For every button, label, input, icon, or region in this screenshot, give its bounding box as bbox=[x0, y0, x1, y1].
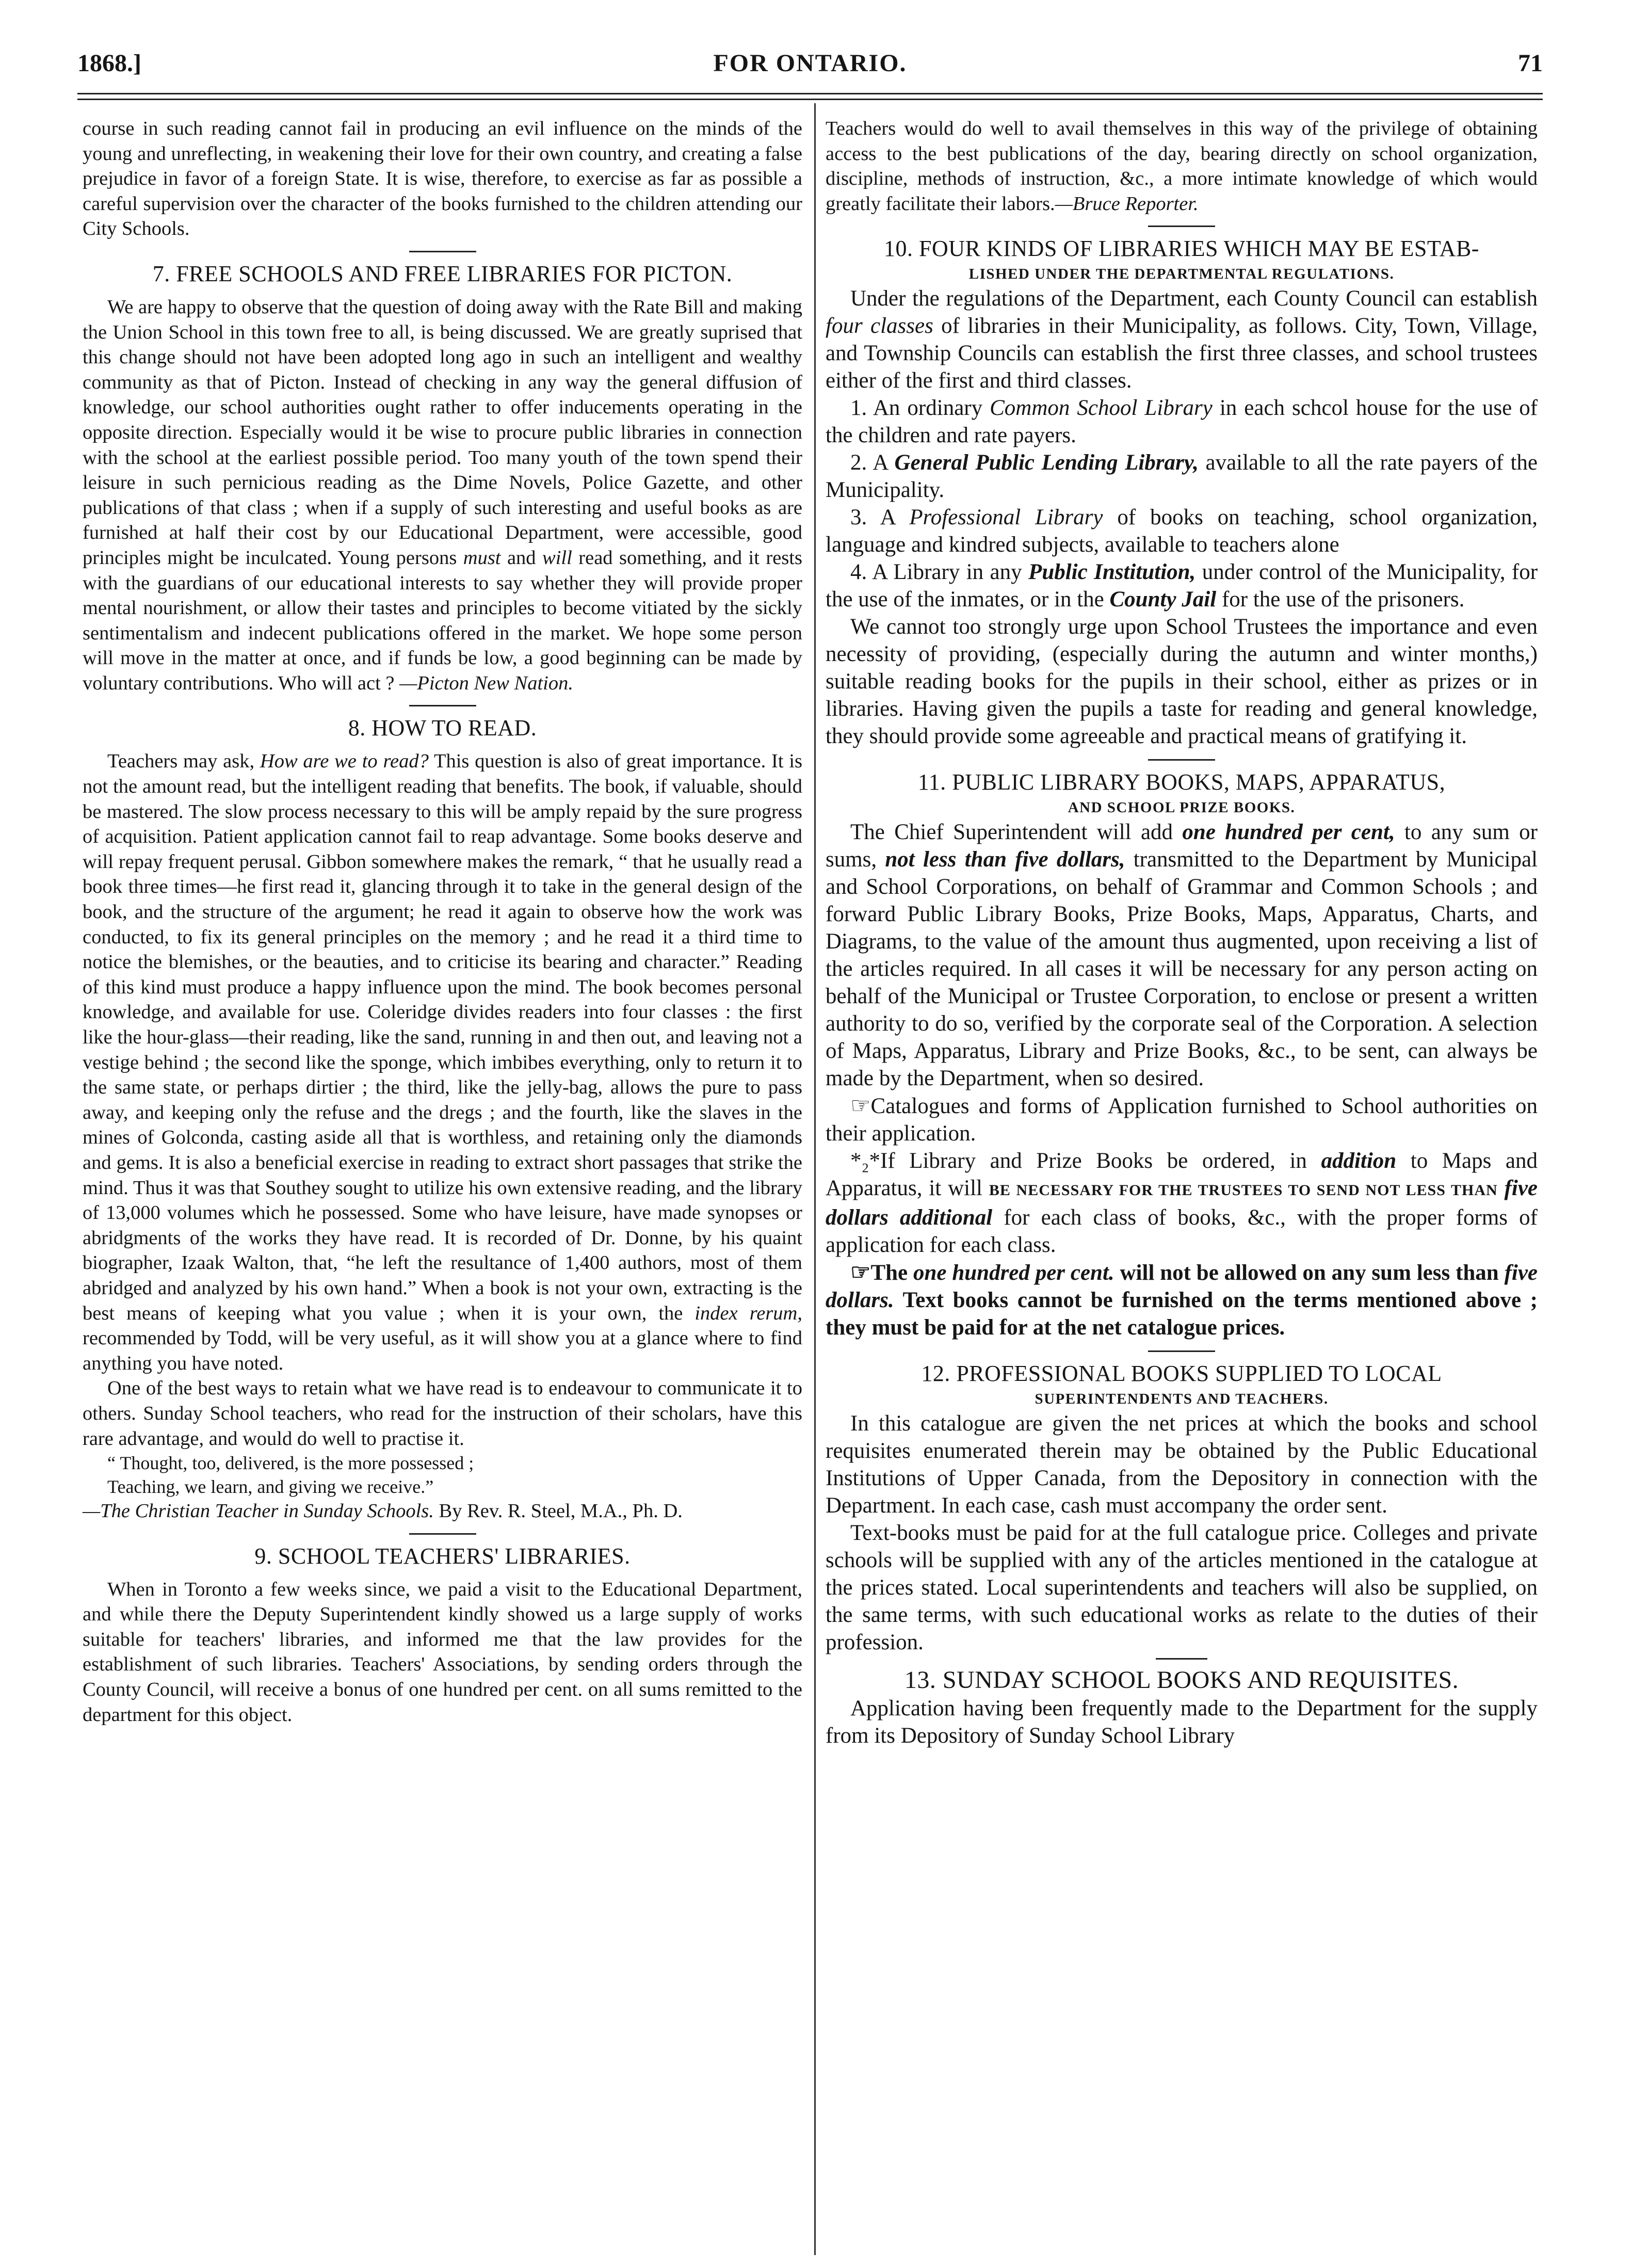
section-divider bbox=[1156, 1658, 1207, 1660]
paragraph-prize-books: *₂*If Library and Prize Books be ordered, in addition to Maps and Apparatus, it will BE NECESSARY FOR THE TRUSTEES TO SEND NOT LESS THAN five dollars additional for each class of books, &c., with the proper forms of application for each class. bbox=[826, 1149, 1538, 1258]
section-divider bbox=[409, 1533, 476, 1535]
list-item-2: 2. A General Public Lending Library, available to all the rate payers of the Municipality. bbox=[826, 451, 1538, 503]
header-rule-top bbox=[77, 93, 1543, 94]
paragraph-library-books: The Chief Superintendent will add one hundred per cent, to any sum or sums, not less than five dollars, transmitted to the Department by Municipal and School Corporations, on behalf of Grammar and Common Schools ; and forward Public Library Books, Prize Books, Maps, Apparatus, Charts, and Diagrams, to the value of the amount thus augmented, upon receiving a list of the articles required. In all cases it will be necessary for any person acting on behalf of the Municipal or Trustee Corporation, to enclose or present a written authority to do so, verified by the corporate seal of the Corporation. A selection of Maps, Apparatus, Library and Prize Books, &c., to be sent, can always be made by the Department, when so desired. bbox=[826, 820, 1538, 1091]
header-year: 1868.] bbox=[77, 50, 141, 77]
paragraph-sunday-school: Application having been frequently made to the Department for the supply from its Depository of Sunday School Library bbox=[826, 1696, 1538, 1748]
asterism-icon: *₂* bbox=[850, 1149, 880, 1173]
paragraph-catalogue-prices: In this catalogue are given the net prices at which the books and school requisites enumerated therein may be obtained by the Public Educational Institutions of Upper Canada, from the Depository in connection with the Department. In each case, cash must accompany the order sent. bbox=[826, 1411, 1538, 1518]
heading-section-7: 7. FREE SCHOOLS AND FREE LIBRARIES FOR PICTON. bbox=[152, 261, 733, 286]
header-title: FOR ONTARIO. bbox=[713, 50, 907, 77]
heading-section-13: 13. SUNDAY SCHOOL BOOKS AND REQUISITES. bbox=[904, 1666, 1459, 1694]
section-divider bbox=[1148, 1350, 1215, 1352]
paragraph-continued: course in such reading cannot fail in producing an evil influence on the minds of the young and unreflecting, in weakening their love for their own country, and creating a false prejudice in favor of a foreign State. It is wise, therefore, to exercise as far as possible a careful supervision over the character of the books furnished to the children attending our City Schools. bbox=[83, 118, 802, 240]
section-divider bbox=[409, 705, 476, 706]
paragraph-retain: One of the best ways to retain what we have read is to endeavour to communicate it to others. Sunday School teachers, who read for the instruction of their scholars, have this rare advantage, and would do well to practise it. bbox=[83, 1377, 802, 1450]
paragraph-catalogues: ☞Catalogues and forms of Application furnished to School authorities on their application. bbox=[826, 1093, 1538, 1146]
list-item-1: 1. An ordinary Common School Library in each schcol house for the use of the children and rate payers. bbox=[826, 396, 1538, 448]
list-item-3: 3. A Professional Library of books on teaching, school organization, language and kindred subjects, available to teachers alone bbox=[826, 505, 1538, 557]
paragraph-teachers-libraries: When in Toronto a few weeks since, we paid a visit to the Educational Department, and while there the Deputy Superintendent kindly showed us a large supply of works suitable for teachers' libraries, and informed me that the law provides for the establishment of such libraries. Teachers' Associations, by sending orders through the County Council, will receive a bonus of one hundred per cent. on all sums remitted to the department for this object. bbox=[83, 1578, 802, 1726]
source-christian-teacher: —The Christian Teacher in Sunday Schools. By Rev. R. Steel, M.A., Ph. D. bbox=[83, 1500, 683, 1522]
running-header bbox=[77, 49, 1543, 95]
paragraph-four-kinds: Under the regulations of the Department, each County Council can establish four classes of libraries in their Municipality, as follows. City, Town, Village, and Township Councils can establish the first three classes, and school trustees either of the first and third classes. bbox=[826, 286, 1538, 393]
verse-line-2: Teaching, we learn, and giving we receive.” bbox=[107, 1476, 434, 1498]
column-divider bbox=[814, 103, 816, 2255]
paragraph-picton: We are happy to observe that the question of doing away with the Rate Bill and making the Union School in this town free to all, is being discussed. We are greatly suprised that this change should not have been adopted long ago in such an intelligent and wealthy community as that of Picton. Instead of checking in any way the general diffusion of knowledge, our school authorities ought rather to offer inducements operating in the opposite direction. Especially would it be wise to procure public libraries in connection with the school at the earliest possible period. Too many youth of the town spend their leisure in such pernicious reading as the Dime Novels, Police Gazette, and other publications of that class ; when if a supply of such interesting and useful books as are furnished at half their cost by our Educational Department, were accessible, good principles might be inculcated. Young persons must and will read something, and it rests with the guardians of our educational interests to say whether they will provide proper mental nourishment, or allow their tastes and principles to become vitiated by the sickly sentimentalism and indecent publications offered in the market. We hope some person will move in the matter at once, and if funds be low, a good beginning can be made by voluntary contributions. Who will act ? —Picton New Nation. bbox=[83, 296, 802, 694]
right-column bbox=[826, 116, 1538, 1749]
pointing-hand-icon: ☞ bbox=[850, 1093, 871, 1119]
paragraph-how-to-read: Teachers may ask, How are we to read? This question is also of great importance. It is not the amount read, but the intelligent reading that benefits. The book, if valuable, should be mastered. The slow process necessary to this will be amply repaid by the sure progress of acquisition. Patient application cannot fail to reap advantage. Some books deserve and will repay frequent perusal. Gibbon somewhere makes the remark, “ that he usually read a book three times—he first read it, glancing through it to take in the general design of the book, and the structure of the argument; he read it again to observe how the work was conducted, to fix its general principles on the memory ; and he read it a third time to notice the blemishes, or the beauties, and to criticise its bearing and character.” Reading of this kind must produce a happy influence upon the mind. The book becomes personal knowledge, and available for use. Coleridge divides readers into four classes : the first like the hour-glass—their reading, like the sand, running in and then out, and leaving not a vestige behind ; the second like the sponge, which imbibes everything, only to return it to the same state, or perhaps dirtier ; the third, like the jelly-bag, allows the pure to pass away, and keeping only the refuse and the dregs ; and the fourth, like the slaves in the mines of Golconda, casting aside all that is worthless, and retaining only the diamonds and gems. It is also a beneficial exercise in reading to extract short passages that strike the mind. Thus it was that Southey sought to utilize his own extensive reading, and the library of 13,000 volumes which he possessed. Some who have leisure, have made synopses or abridgments of the works they have read. It is recorded of Dr. Donne, by his quaint biographer, Izaak Walton, that, “he left the resultance of 1,400 authors, most of them abridged and analyzed by his own hand.” When a book is not your own, extracting is the best means of keeping what you value ; when it is your own, the index rerum, recommended by Todd, will be very useful, as it will show you at a glance where to find anything you have noted. bbox=[83, 750, 802, 1374]
section-divider bbox=[1148, 759, 1215, 761]
heading-section-10: 10. FOUR KINDS OF LIBRARIES WHICH MAY BE ESTAB- bbox=[884, 236, 1479, 262]
verse-line-1: “ Thought, too, delivered, is the more possessed ; bbox=[107, 1453, 474, 1474]
paragraph-continued-right: Teachers would do well to avail themselves in this way of the privilege of obtaining access to the best publications of the day, bearing directly on school organization, discipline, methods of instruction, &c., a more intimate knowledge of which would greatly facilitate their labors.—Bruce Reporter. bbox=[826, 118, 1538, 215]
header-rule-bottom bbox=[77, 99, 1543, 100]
list-item-4: 4. A Library in any Public Institution, under control of the Municipality, for the use of the inmates, or in the County Jail for the use of the prisoners. bbox=[826, 560, 1538, 612]
section-divider bbox=[409, 251, 476, 252]
heading-section-12: 12. PROFESSIONAL BOOKS SUPPLIED TO LOCAL bbox=[921, 1361, 1442, 1387]
subheading-section-12: SUPERINTENDENTS AND TEACHERS. bbox=[1035, 1391, 1329, 1408]
section-divider bbox=[1148, 226, 1215, 227]
source-bruce: —Bruce Reporter. bbox=[1055, 192, 1199, 215]
heading-section-9: 9. SCHOOL TEACHERS' LIBRARIES. bbox=[254, 1543, 631, 1569]
subheading-section-10: LISHED UNDER THE DEPARTMENTAL REGULATIONS. bbox=[968, 266, 1395, 283]
page-number: 71 bbox=[1518, 50, 1543, 77]
subheading-section-11: AND SCHOOL PRIZE BOOKS. bbox=[1068, 799, 1296, 816]
paragraph-text-books-paid: Text-books must be paid for at the full catalogue price. Colleges and private schools will be supplied with any of the articles mentioned in the catalogue at the prices stated. Local superintendents and teachers will also be supplied, on the same terms, with such educational works as relate to the duties of their profession. bbox=[826, 1521, 1538, 1655]
heading-section-8: 8. HOW TO READ. bbox=[348, 715, 537, 741]
source-picton: —Picton New Nation. bbox=[399, 672, 573, 694]
heading-section-11: 11. PUBLIC LIBRARY BOOKS, MAPS, APPARATUS, bbox=[917, 769, 1446, 795]
pointing-hand-icon: ☞ bbox=[850, 1260, 871, 1285]
paragraph-text-books: ☞The one hundred per cent. will not be allowed on any sum less than five dollars. Text books cannot be furnished on the terms mentioned above ; they must be paid for at the net catalogue prices. bbox=[826, 1260, 1538, 1340]
left-column bbox=[83, 116, 802, 1727]
paragraph-urge-trustees: We cannot too strongly urge upon School Trustees the importance and even necessity of providing, (especially during the autumn and winter months,) suitable reading books for the pupils in their school, either as prizes or in libraries. Having given the pupils a taste for reading and general knowledge, they should provide some agreeable and practical means of gratifying it. bbox=[826, 615, 1538, 749]
